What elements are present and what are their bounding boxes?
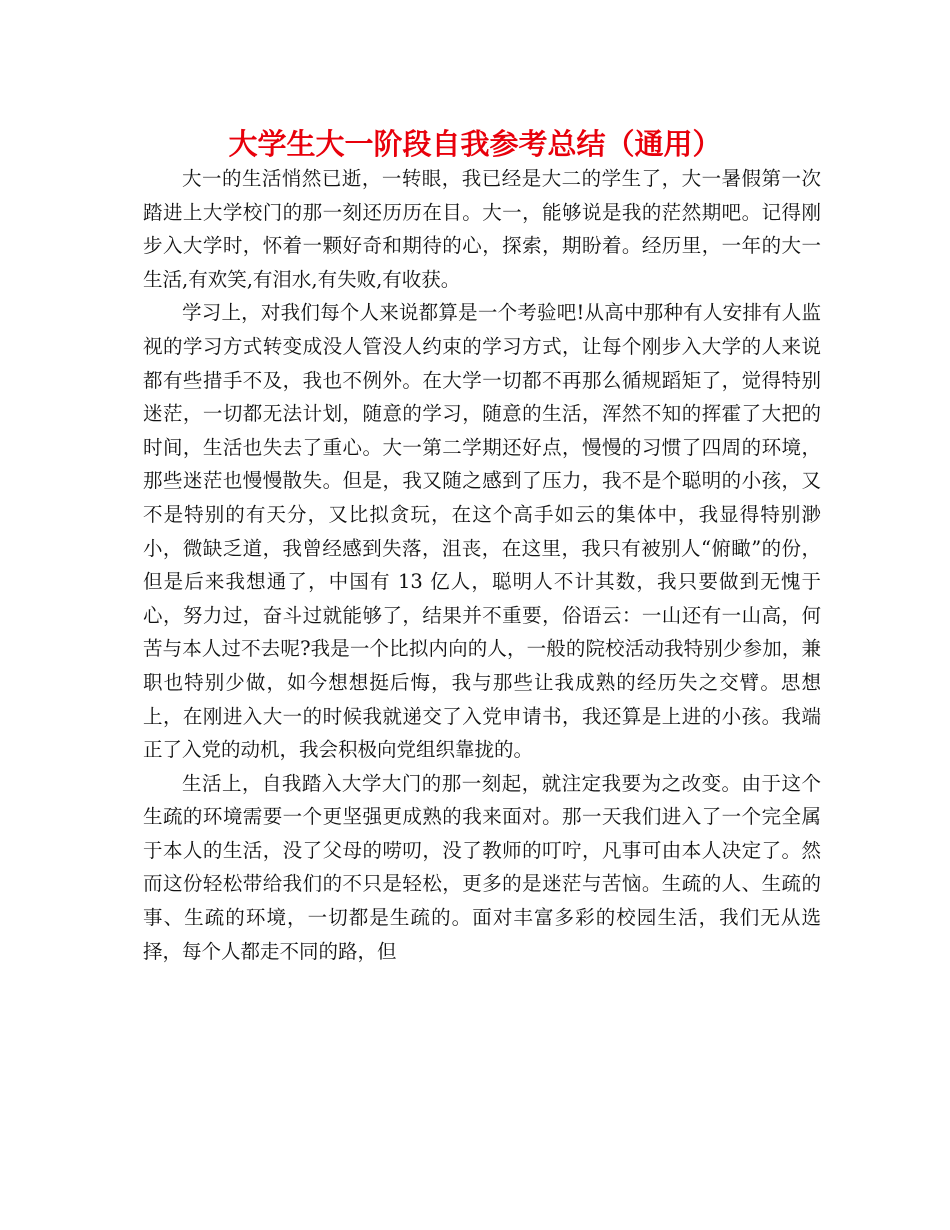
paragraph-intro: 大一的生活悄然已逝，一转眼，我已经是大二的学生了，大一暑假第一次踏进上大学校门的那一刻还历历在目。大一，能够说是我的茫然期吧。记得刚步入大学时，怀着一颗好奇和期待的心，探索，期盼着。经历里，一年的大一生活,有欢笑,有泪水,有失败,有收获。 — [143, 167, 821, 291]
paragraph-study: 学习上，对我们每个人来说都算是一个考验吧!从高中那种有人安排有人监视的学习方式转变成没人管没人约束的学习方式，让每个刚步入大学的人来说都有些措手不及，我也不例外。在大学一切都不再那么循规蹈矩了，觉得特别迷茫，一切都无法计划，随意的学习，随意的生活，浑然不知的挥霍了大把的时间，生活也失去了重心。大一第二学期还好点，慢慢的习惯了四周的环境，那些迷茫也慢慢散失。但是，我又随之感到了压力，我不是个聪明的小孩，又不是特别的有天分，又比拟贪玩，在这个高手如云的集体中，我显得特别渺小，微缺乏道，我曾经感到失落，沮丧，在这里，我只有被别人“俯瞰”的份，但是后来我想通了，中国有 13 亿人，聪明人不计其数，我只要做到无愧于心，努力过，奋斗过就能够了，结果并不重要，俗语云：一山还有一山高，何苦与本人过不去呢?我是一个比拟内向的人，一般的院校活动我特别少参加，兼职也特别少做，如今想想挺后悔，我与那些让我成熟的经历失之交臂。思想上，在刚进入大一的时候我就递交了入党申请书，我还算是上进的小孩。我端正了入党的动机，我会积极向党组织靠拢的。 — [143, 301, 821, 762]
document-body — [143, 162, 821, 968]
document-title: 大学生大一阶段自我参考总结（通用） — [228, 127, 722, 161]
paragraph-life: 生活上，自我踏入大学大门的那一刻起，就注定我要为之改变。由于这个生疏的环境需要一个更坚强更成熟的我来面对。那一天我们进入了一个完全属于本人的生活，没了父母的唠叨，没了教师的叮咛，凡事可由本人决定了。然而这份轻松带给我们的不只是轻松，更多的是迷茫与苦恼。生疏的人、生疏的事、生疏的环境，一切都是生疏的。面对丰富多彩的校园生活，我们无从选择，每个人都走不同的路，但 — [143, 771, 821, 963]
